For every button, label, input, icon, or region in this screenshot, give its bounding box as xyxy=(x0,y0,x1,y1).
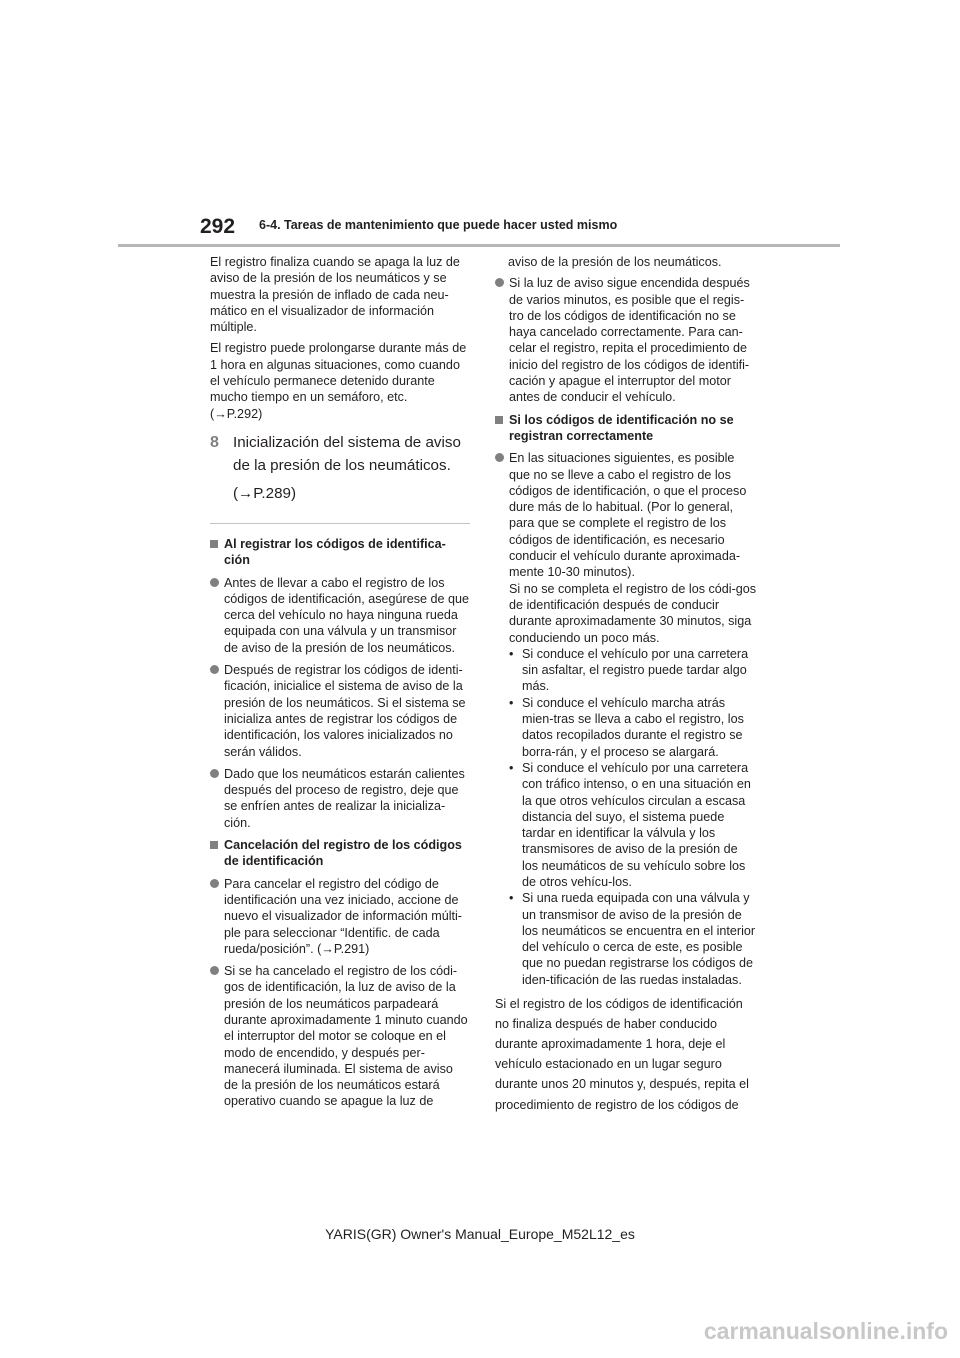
heading-text: Cancelación del registro de los códigos de identificación xyxy=(224,838,462,869)
bullet-text: Para cancelar el registro del código de identificación una vez iniciado, accione de nuevo el visualizador de información múlti-ple para seleccionar “Identific. de cada rueda/posición”. (→P.291) xyxy=(224,876,462,956)
sub-item-text: Si una rueda equipada con una válvula y un transmisor de aviso de la presión de los neumáticos se encuentra en el interior del vehículo o cerca de este, es posible que no puedan registrarse los códigos de iden-tificación de las ruedas instaladas. xyxy=(522,891,756,987)
bullet-item xyxy=(210,963,470,1110)
heading-cancel-registration xyxy=(210,837,470,870)
section-divider xyxy=(210,523,470,524)
square-bullet-icon xyxy=(210,540,218,548)
bullet-text: Después de registrar los códigos de identi-ficación, inicialice el sistema de aviso de la presión de los neumáticos. Si el sistema se inicializa antes de registrar los códigos de identificación, los valores inicializados no serán válidos. xyxy=(224,663,466,759)
circle-bullet-icon xyxy=(210,966,219,975)
page-number: 292 xyxy=(200,215,236,238)
step-number: 8 xyxy=(210,433,219,451)
bullet-text: Si la luz de aviso sigue encendida después de varios minutos, es posible que el regis-tro de los códigos de identificación no se haya cancelado correctamente. Para can-celar el registro, repita el procedimiento de inicio del registro de los códigos de identifi-cación y apague el interruptor del motor antes de conducir el vehículo. xyxy=(509,276,750,405)
bullet-item xyxy=(210,575,470,656)
sub-item-text: Si conduce el vehículo por una carretera sin asfaltar, el registro puede tardar algo más. xyxy=(522,646,749,694)
circle-bullet-icon xyxy=(210,665,219,674)
circle-bullet-icon xyxy=(495,278,504,287)
bullet-text: Si se ha cancelado el registro de los códi-gos de identificación, la luz de aviso de la presión de los neumáticos parpadeará durante aproximadamente 1 minuto cuando el interruptor del motor se coloque en el modo de encendido, y después per-manecerá iluminada. El sistema de aviso de la presión de los neumáticos estará operativo cuando se apague la luz de xyxy=(224,964,468,1109)
bullet-text: Dado que los neumáticos estarán calientes después del proceso de registro, deje que se enfríen antes de realizar la inicializa-ción. xyxy=(224,766,465,830)
bullet-item xyxy=(210,766,470,831)
closing-paragraph: Si el registro de los códigos de identificación no finaliza después de haber conducido durante aproximadamente 1 hora, deje el vehículo estacionado en un lugar seguro durante unos 20 minutos y, después, repita el procedimiento de registro de los códigos de xyxy=(495,997,749,1112)
heading-text: Si los códigos de identificación no se registran correctamente xyxy=(509,412,734,443)
step-text xyxy=(233,431,470,505)
continued-text: aviso de la presión de los neumáticos. xyxy=(508,255,722,269)
bullet-item xyxy=(210,876,470,957)
sub-item xyxy=(509,646,757,695)
sub-item xyxy=(509,890,757,988)
watermark: carmanualsonline.info xyxy=(703,1318,948,1344)
sub-item xyxy=(509,695,757,760)
step-8 xyxy=(210,431,470,505)
heading-codes-not-registered xyxy=(495,412,757,445)
circle-bullet-icon xyxy=(495,453,504,462)
square-bullet-icon xyxy=(495,416,503,424)
sub-item xyxy=(509,760,757,890)
duration-paragraph xyxy=(210,340,470,421)
footer-manual-name: YARIS(GR) Owner's Manual_Europe_M52L12_es xyxy=(325,1226,635,1242)
circle-bullet-icon xyxy=(210,769,219,778)
section-title: 6-4. Tareas de mantenimiento que puede hacer usted mismo xyxy=(259,218,618,232)
sub-item-text: Si conduce el vehículo marcha atrás mien-tras se lleva a cabo el registro, los datos recopilados durante el registro se borra-rán, y el proceso se alargará. xyxy=(522,695,744,759)
heading-registering-codes xyxy=(210,536,470,569)
bullet-main-text: En las situaciones siguientes, es posible que no se lleve a cabo el registro de los códigos de identificación, o que el proceso dure más de lo habitual. (Por lo general, para que se complete el registro de los códigos de identificación, es necesario conducir el vehículo durante aproximada-mente 10-30 minutos). xyxy=(509,451,747,580)
duration-text: El registro puede prolongarse durante más de 1 hora en algunas situaciones, como cuando el vehículo permanece detenido durante mucho tiempo en un semáforo, etc. xyxy=(210,341,467,405)
intro-paragraph: El registro finaliza cuando se apaga la luz de aviso de la presión de los neumáticos y se muestra la presión de inflado de cada neu-mático en el visualizador de información múltiple. xyxy=(210,255,460,335)
bullet-item xyxy=(210,662,470,760)
bullet-item xyxy=(495,450,757,988)
bullet-extra-text: Si no se completa el registro de los códi-gos de identificación después de conducir durante aproximadamente 30 minutos, siga conduciendo un poco más. xyxy=(509,581,757,645)
bullet-text: Antes de llevar a cabo el registro de los códigos de identificación, asegúrese de que cerca del vehículo no haya ninguna rueda equipada con una válvula y un transmisor de aviso de la presión de los neumáticos. xyxy=(224,575,470,655)
square-bullet-icon xyxy=(210,841,218,849)
bullet-item xyxy=(495,275,757,405)
sub-bullet-icon: • xyxy=(509,695,514,710)
circle-bullet-icon xyxy=(210,879,219,888)
bullet-text xyxy=(509,450,757,988)
step-description: Inicialización del sistema de aviso de la presión de los neumáticos. xyxy=(233,433,461,474)
left-column xyxy=(210,254,470,1116)
sub-bullet-icon: • xyxy=(509,760,514,775)
sub-item-text: Si conduce el vehículo por una carretera con tráfico intenso, o en una situación en la que otros vehículos circulan a escasa distancia del suyo, el sistema puede tardar en identificar la válvula y los transmisores de aviso de la presión de los neumáticos de su vehículo sobre los de otros vehícu-los. xyxy=(522,760,751,889)
header-rule xyxy=(118,244,840,247)
heading-text: Al registrar los códigos de identifica-ción xyxy=(224,536,446,568)
page-reference-link[interactable]: (→P.292) xyxy=(210,406,263,421)
circle-bullet-icon xyxy=(210,578,219,587)
right-column xyxy=(495,254,757,1115)
sub-bullet-icon: • xyxy=(509,646,514,661)
sub-bullet-icon: • xyxy=(509,891,514,906)
page-reference-link[interactable]: (→P.289) xyxy=(233,484,297,502)
